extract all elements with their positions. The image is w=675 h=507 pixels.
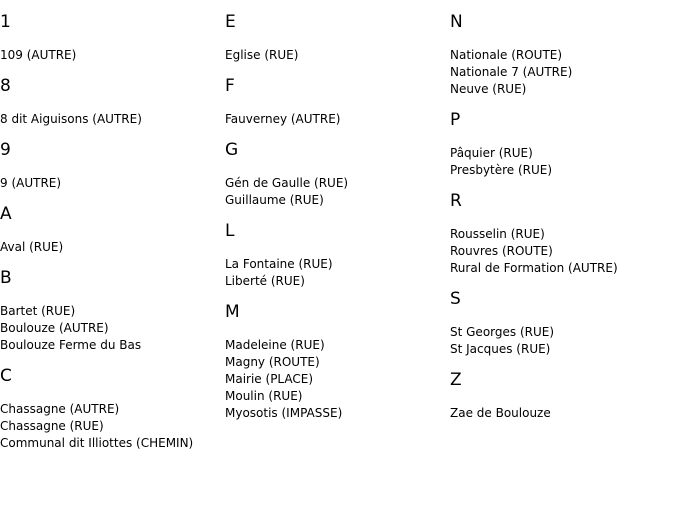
letter-group	[225, 221, 447, 290]
street-item: Mairie (PLACE)	[225, 372, 314, 386]
street-item: Boulouze Ferme du Bas	[0, 338, 142, 352]
street-list	[450, 324, 672, 358]
letter-group	[225, 140, 447, 209]
street-item: 8 dit Aiguisons (AUTRE)	[0, 112, 142, 126]
letter-group	[450, 370, 672, 422]
street-item: St Jacques (RUE)	[450, 342, 551, 356]
letter-group	[225, 302, 447, 422]
street-item: 109 (AUTRE)	[0, 48, 77, 62]
street-list	[0, 303, 222, 354]
letter-heading: G	[225, 140, 239, 160]
letter-heading: 1	[0, 12, 11, 32]
street-item: Liberté (RUE)	[225, 274, 305, 288]
street-item: Moulin (RUE)	[225, 389, 303, 403]
street-item: Nationale (ROUTE)	[450, 48, 563, 62]
street-item: St Georges (RUE)	[450, 325, 555, 339]
letter-group	[450, 289, 672, 358]
street-list	[0, 111, 222, 128]
street-index-column-2	[225, 0, 447, 422]
street-item: Chassagne (RUE)	[0, 419, 104, 433]
street-item: Bartet (RUE)	[0, 304, 76, 318]
street-item: Pâquier (RUE)	[450, 146, 533, 160]
street-list	[450, 405, 672, 422]
street-list	[225, 111, 447, 128]
letter-heading: L	[225, 221, 235, 241]
street-list	[450, 226, 672, 277]
letter-group	[450, 12, 672, 98]
street-list	[0, 47, 222, 64]
street-list	[225, 256, 447, 290]
street-item: La Fontaine (RUE)	[225, 257, 333, 271]
letter-group	[225, 12, 447, 64]
street-item: Rouvres (ROUTE)	[450, 244, 553, 258]
letter-group	[0, 268, 222, 354]
letter-heading: S	[450, 289, 461, 309]
street-index-column-3	[450, 0, 672, 422]
street-list	[450, 47, 672, 98]
street-item: Zae de Boulouze	[450, 406, 551, 420]
letter-heading: B	[0, 268, 12, 288]
street-item: Gén de Gaulle (RUE)	[225, 176, 349, 190]
street-list	[0, 175, 222, 192]
street-item: 9 (AUTRE)	[0, 176, 62, 190]
letter-heading: 8	[0, 76, 11, 96]
street-list	[225, 175, 447, 209]
street-list	[0, 239, 222, 256]
letter-group	[0, 366, 222, 452]
street-item: Guillaume (RUE)	[225, 193, 324, 207]
street-item: Aval (RUE)	[0, 240, 64, 254]
letter-heading: Z	[450, 370, 462, 390]
street-item: Rousselin (RUE)	[450, 227, 545, 241]
street-list	[0, 401, 222, 452]
street-list	[225, 337, 447, 422]
street-item: Chassagne (AUTRE)	[0, 402, 120, 416]
street-index-column-1	[0, 0, 222, 452]
letter-group	[0, 140, 222, 192]
letter-heading: R	[450, 191, 462, 211]
street-item: Magny (ROUTE)	[225, 355, 320, 369]
street-item: Presbytère (RUE)	[450, 163, 553, 177]
letter-heading: A	[0, 204, 12, 224]
street-item: Rural de Formation (AUTRE)	[450, 261, 618, 275]
letter-group	[450, 110, 672, 179]
letter-heading: F	[225, 76, 235, 96]
letter-heading: N	[450, 12, 463, 32]
street-item: Eglise (RUE)	[225, 48, 299, 62]
street-item: Nationale 7 (AUTRE)	[450, 65, 573, 79]
letter-group	[0, 204, 222, 256]
street-item: Communal dit Illiottes (CHEMIN)	[0, 436, 194, 450]
letter-group	[0, 12, 222, 64]
letter-group	[450, 191, 672, 277]
street-list	[225, 47, 447, 64]
letter-heading: P	[450, 110, 461, 130]
street-list	[450, 145, 672, 179]
letter-heading: C	[0, 366, 12, 386]
letter-heading: 9	[0, 140, 11, 160]
street-item: Boulouze (AUTRE)	[0, 321, 109, 335]
street-item: Madeleine (RUE)	[225, 338, 325, 352]
letter-group	[0, 76, 222, 128]
letter-group	[225, 76, 447, 128]
letter-heading: E	[225, 12, 236, 32]
letter-heading: M	[225, 302, 240, 322]
street-item: Myosotis (IMPASSE)	[225, 406, 343, 420]
street-item: Fauverney (AUTRE)	[225, 112, 341, 126]
street-item: Neuve (RUE)	[450, 82, 527, 96]
